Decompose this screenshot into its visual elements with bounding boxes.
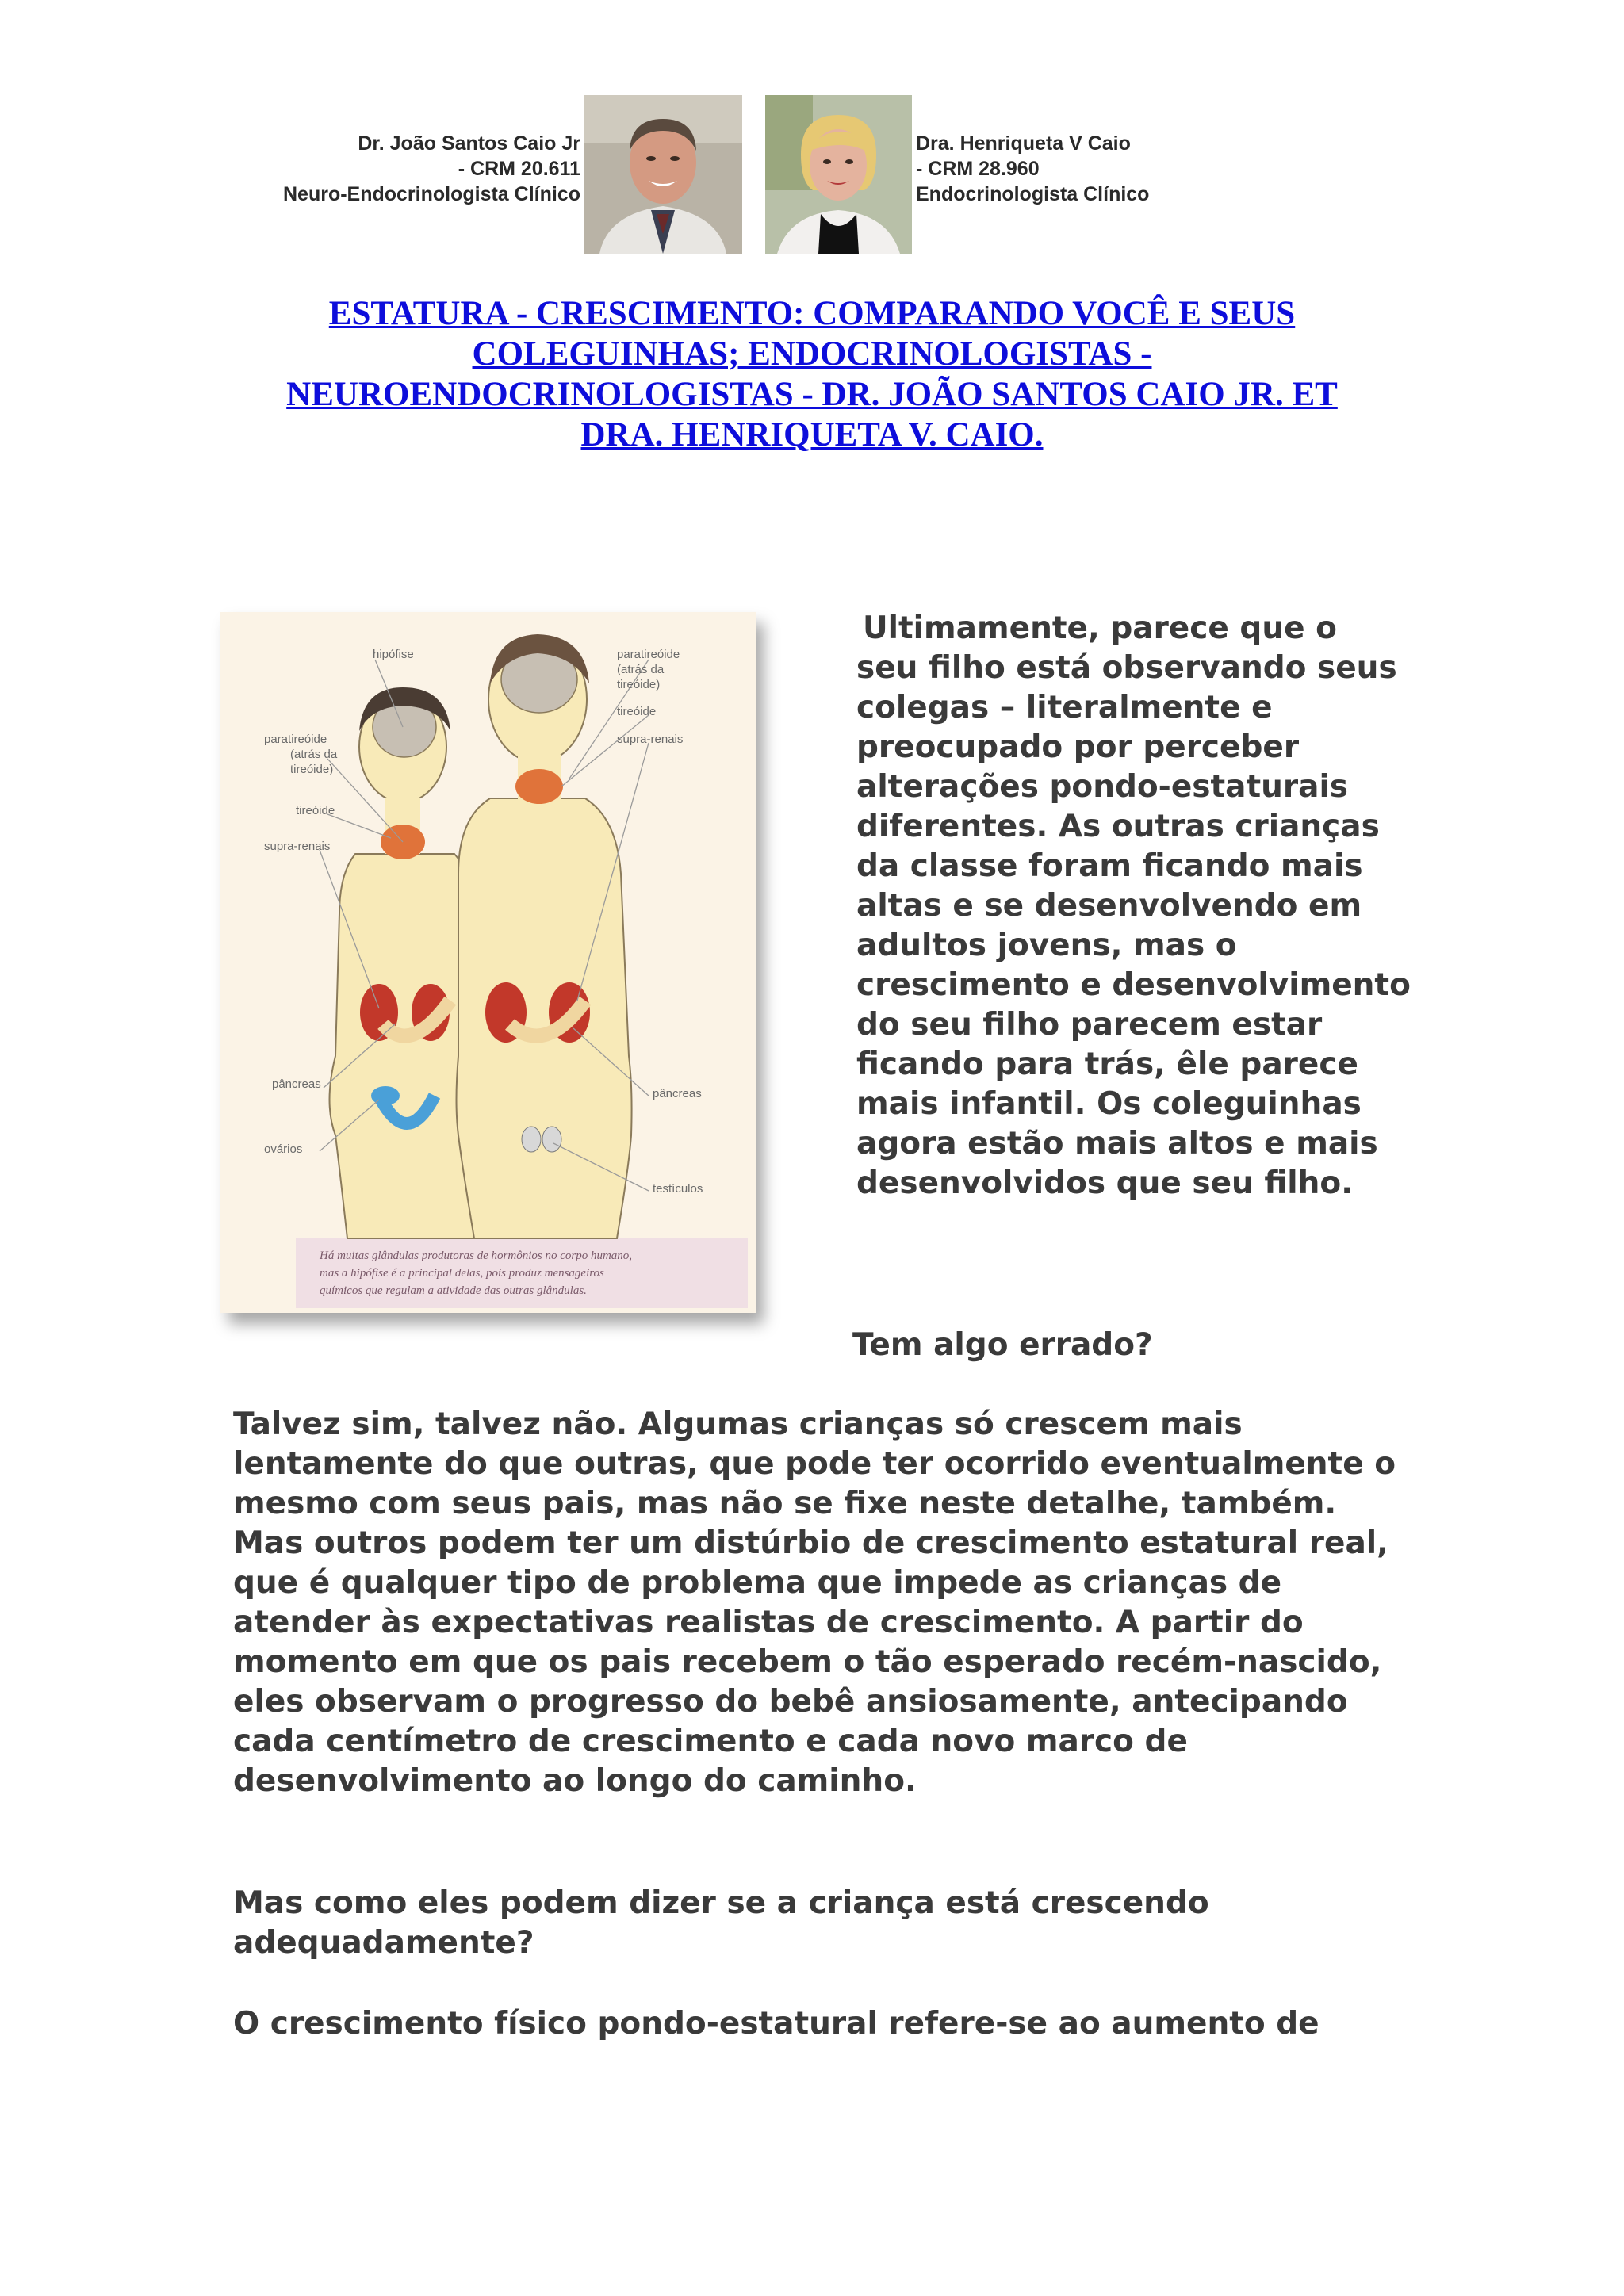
main-paragraph: Talvez sim, talvez não. Algumas crianças só crescem mais lentamente do que outras, que pode ter ocorrido eventualmente o mesmo com seus pais, mas não se fixe neste detalhe, também. Mas outros podem ter um distúrbio de crescimento estatural real, que é qualquer tipo de problema que impede as crianças de atender às expectativas realistas de crescimento. A partir do momento em que os pais recebem o tão esperado recém-nascido, eles observam o progresso do bebê ansiosamente, antecipando cada centímetro de crescimento e cada novo marco de desenvolvimento ao longo do caminho. [233, 1406, 1396, 1799]
title-line-1[interactable]: ESTATURA - CRESCIMENTO: COMPARANDO VOCÊ E SEUS [328, 295, 1296, 332]
label-hipofise: hipófise [373, 648, 414, 661]
caption-line-3: químicos que regulam a atividade das outras glândulas. [320, 1284, 587, 1297]
side-paragraph-first-line: Ultimamente, parece que o [863, 610, 1337, 646]
label-paratireoide-left-3: tireóide) [290, 763, 334, 776]
male-figure [457, 798, 632, 1238]
page-title[interactable] [222, 293, 1402, 455]
question-1: Tem algo errado? [852, 1327, 1153, 1363]
title-line-4[interactable]: DRA. HENRIQUETA V. CAIO. [580, 416, 1044, 453]
doctor-left-specialty: Neuro-Endocrinologista Clínico [282, 183, 580, 205]
title-link[interactable] [286, 295, 1338, 453]
label-paratireoide-right: paratireóide [617, 648, 680, 661]
caption-line-2: mas a hipófise é a principal delas, pois produz mensageiros [320, 1267, 604, 1280]
label-tireoide-left: tireóide [296, 804, 335, 817]
label-pancreas-right: pâncreas [653, 1087, 702, 1100]
label-paratireoide-left: paratireóide [264, 733, 327, 746]
doctor-right-name: Dra. Henriqueta V Caio [916, 132, 1131, 155]
endocrine-illustration [220, 612, 756, 1313]
side-paragraph-rest: seu filho está observando seus colegas – literalmente e preocupado por perceber alterações pondo-estaturais diferentes. As outras crianças da classe foram ficando mais altas e se desenvolvendo em adultos jovens, mas o crescimento e desenvolvimento do seu filho parecem estar ficando para trás, êle parece mais infantil. Os coleguinhas agora estão mais altos e mais desenvolvidos que seu filho. [856, 650, 1411, 1201]
label-paratireoide-right-3: tireóide) [617, 678, 661, 691]
label-paratireoide-left-2: (atrás da [290, 748, 338, 761]
label-pancreas-left: pâncreas [272, 1077, 321, 1091]
label-supra-renais-right: supra-renais [617, 733, 684, 746]
label-testiculos: testículos [653, 1182, 703, 1196]
doctor-left-photo [584, 95, 742, 254]
doctor-left-name: Dr. João Santos Caio Jr [358, 132, 580, 155]
label-paratireoide-right-2: (atrás da [617, 663, 665, 676]
label-ovarios: ovários [264, 1142, 303, 1156]
doctor-right-photo [765, 95, 912, 254]
label-supra-renais-left: supra-renais [264, 840, 331, 853]
label-tireoide-right: tireóide [617, 705, 657, 718]
doctor-right-crm: - CRM 28.960 [916, 158, 1040, 180]
doctor-right-info [916, 131, 1249, 207]
title-line-2[interactable]: COLEGUINHAS; ENDOCRINOLOGISTAS - [472, 335, 1152, 373]
last-paragraph: O crescimento físico pondo-estatural refere-se ao aumento de [233, 2006, 1320, 2042]
caption-line-1: Há muitas glândulas produtoras de hormônios no corpo humano, [320, 1249, 633, 1262]
doctor-right-specialty: Endocrinologista Clínico [916, 183, 1150, 205]
title-line-3[interactable]: NEUROENDOCRINOLOGISTAS - DR. JOÃO SANTOS CAIO JR. ET [286, 376, 1338, 413]
doctor-left-crm: - CRM 20.611 [458, 158, 580, 180]
question-2: Mas como eles podem dizer se a criança está crescendo adequadamente? [233, 1885, 1209, 1961]
doctor-left-info [238, 131, 580, 207]
side-paragraph [856, 609, 1411, 1203]
